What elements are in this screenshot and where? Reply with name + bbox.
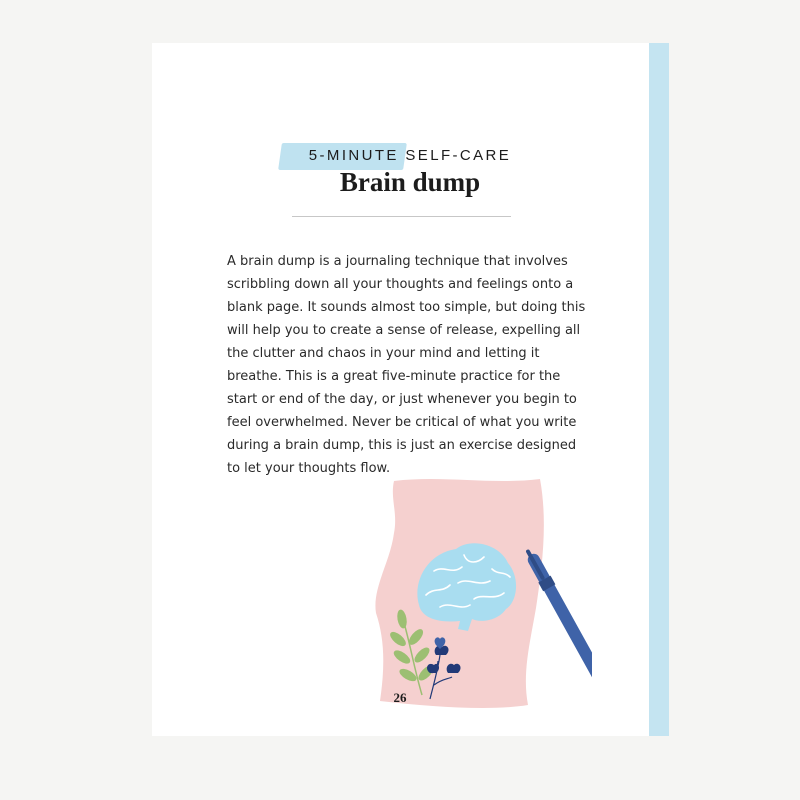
page-edge-accent xyxy=(649,43,669,736)
page-number: 26 xyxy=(393,690,407,705)
title-divider xyxy=(292,216,511,217)
brain-dump-illustration xyxy=(372,473,592,723)
page-title: Brain dump xyxy=(339,167,481,197)
section-kicker: 5-MINUTE SELF-CARE xyxy=(308,147,512,164)
body-paragraph: A brain dump is a journaling technique that involves scribbling down all your thoughts and feelings onto a blank page. It sounds almost too simple, but doing this will help you to create a sense of release, expelling all the clutter and chaos in your mind and letting it breathe. This is a great five-minute practice for the start or end of the day, or just whenever you begin to feel overwhelmed. Never be critical of what you write during a brain dump, this is just an exercise designed to let your thoughts flow. xyxy=(227,254,586,476)
book-page xyxy=(152,43,668,736)
